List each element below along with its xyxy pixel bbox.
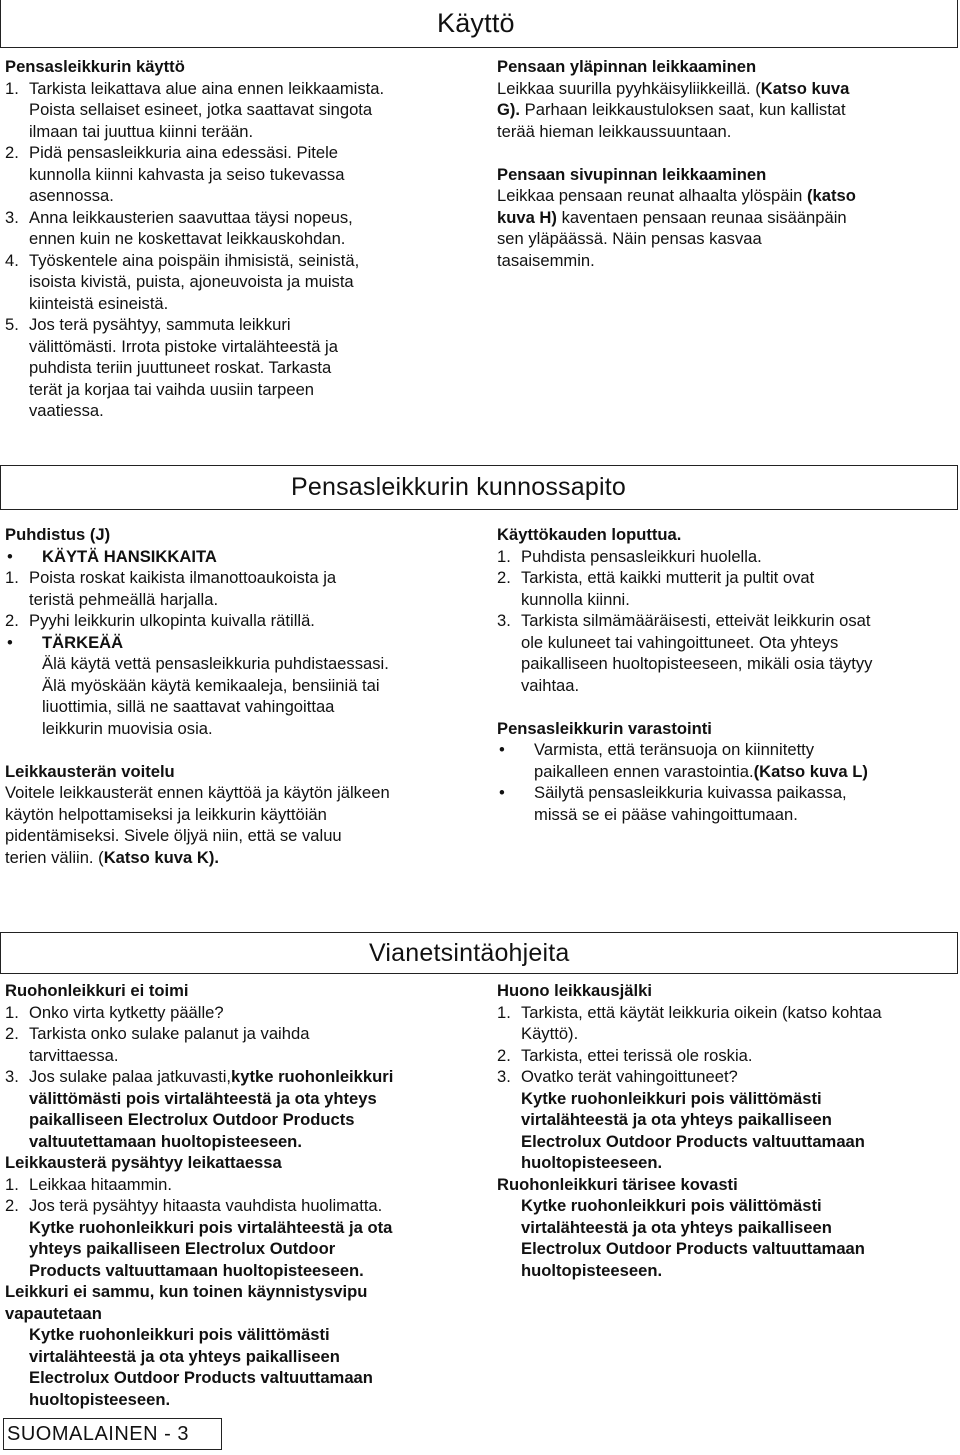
section-title-troubleshooting: Vianetsintäohjeita <box>363 938 576 968</box>
side-cutting-heading: Pensaan sivupinnan leikkaaminen <box>497 164 767 184</box>
list-item: 1. Leikkaa hitaammin. <box>5 1174 172 1194</box>
vibration-heading: Ruohonleikkuri tärisee kovasti <box>497 1174 738 1194</box>
mower-not-stopping-heading: Leikkuri ei sammu, kun toinen käynnistysvipu vapautetaan <box>5 1282 368 1323</box>
list-item: 4. Työskentele aina poispäin ihmisistä, seinistä, isoista kivistä, puista, ajoneuvoista ja muista kiinteistä esineistä. <box>5 250 360 313</box>
top-cutting-heading: Pensaan yläpinnan leikkaaminen <box>497 57 757 76</box>
section-header-maintenance <box>0 465 958 510</box>
troubleshooting-column-right <box>497 980 959 1281</box>
mower-not-stopping-text: Kytke ruohonleikkuri pois välittömästi virtalähteestä ja ota yhteys paikalliseen Electrolux Outdoor Products valtuuttamaan huoltopisteeseen. <box>29 1325 373 1409</box>
section-header-kaytto <box>0 0 958 48</box>
end-of-season-list <box>497 546 959 697</box>
poor-cut-heading: Huono leikkausjälki <box>497 981 652 1000</box>
bullet-important: • TÄRKEÄÄ <box>7 632 124 652</box>
top-cutting-text: Leikkaa suurilla pyyhkäisyliikkeillä. (Katso kuva <box>497 78 850 98</box>
bullet-gloves: • KÄYTÄ HANSIKKAITA <box>7 546 217 566</box>
cleaning-heading: Puhdistus (J) <box>5 525 111 544</box>
side-cutting-text: Leikkaa pensaan reunat alhaalta ylöspäin (katso <box>497 186 856 205</box>
section-title-maintenance: Pensasleikkurin kunnossapito <box>285 472 632 502</box>
end-of-season-heading: Käyttökauden loputtua. <box>497 525 682 544</box>
important-note: Älä käytä vettä pensasleikkuria puhdistaessasi. Älä myöskään käytä kemikaaleja, bensiiniä tai liuottimia, sillä ne saattavat vahingoittaa leikkurin muovisia osia. <box>42 654 389 738</box>
usage-column-left <box>5 56 475 422</box>
usage-heading: Pensasleikkurin käyttö <box>5 57 185 76</box>
storage-heading: Pensasleikkurin varastointi <box>497 718 712 738</box>
troubleshooting-column-left <box>5 980 480 1410</box>
list-item: 5. Jos terä pysähtyy, sammuta leikkuri välittömästi. Irrota pistoke virtalähteestä ja puhdista teriin juuttuneet roskat. Tarkasta terät ja korjaa tai vaihda uusiin tarpeen vaatiessa. <box>5 315 338 420</box>
page-footer: SUOMALAINEN - 3 <box>3 1418 222 1450</box>
list-item: 3. Tarkista silmämääräisesti, etteivät leikkurin osat ole kuluneet tai vahingoittuneet. Ota yhteys paikalliseen huoltopisteeseen, mikäli osia täytyy vaihtaa. <box>497 611 873 695</box>
list-item: 2. Pidä pensasleikkuria aina edessäsi. Pitele kunnolla kiinni kahvasta ja seiso tukevassa asennossa. <box>5 143 345 205</box>
lubrication-heading: Leikkausterän voitelu <box>5 761 175 781</box>
list-item: 2. Tarkista, että kaikki mutterit ja pultit ovat kunnolla kiinni. <box>497 568 815 609</box>
blade-stops-heading: Leikkausterä pysähtyy leikattaessa <box>5 1153 282 1172</box>
list-item: 2. Pyyhi leikkurin ulkopinta kuivalla rätillä. <box>5 611 315 630</box>
maintenance-column-left: Puhdistus (J) • KÄYTÄ HANSIKKAITA 1. Poista roskat kaikista ilmanottoaukoista ja teristä pehmeällä harjalla. 2. Pyyhi leikkurin ulkopinta kuivalla rätillä. • TÄRKEÄÄ Älä käytä vettä pensasleikkuria puhdistaessasi. Älä myöskään käytä kemikaaleja, bensiiniä tai liuottimia, sillä ne saattavat vahingoittaa leikkurin muovisia osia. Leikkausterän voitelu Voitele leikkausterät ennen käyttöä ja käytön jälkeen käytön helpottamiseksi ja leikkurin käyttöiän pidentämiseksi. Sivele öljyä niin, että se valuu terien väliin. (Katso kuva K). <box>5 524 480 868</box>
storage-bullet-1: • Varmista, että teränsuoja on kiinnitetty paikalleen ennen varastointia.(Katso kuva L) <box>499 740 868 781</box>
mower-not-working-heading: Ruohonleikkuri ei toimi <box>5 981 189 1000</box>
vibration-text: Kytke ruohonleikkuri pois välittömästi virtalähteestä ja ota yhteys paikalliseen Electrolux Outdoor Products valtuuttamaan huoltopisteeseen. <box>521 1196 865 1280</box>
list-item: 2. Jos terä pysähtyy hitaasta vauhdista huolimatta. Kytke ruohonleikkuri pois virtalähteestä ja ota yhteys paikalliseen Electrolux Outdoor Products valtuuttamaan huoltopisteeseen. <box>5 1196 393 1280</box>
list-item: 1. Onko virta kytketty päälle? <box>5 1002 224 1022</box>
list-item: 3. Ovatko terät vahingoittuneet? Kytke ruohonleikkuri pois välittömästi virtalähteestä ja ota yhteys paikalliseen Electrolux Outdoor Products valtuuttamaan huoltopisteeseen. <box>497 1067 865 1172</box>
cleaning-steps-list <box>5 567 480 632</box>
usage-column-right: Pensaan yläpinnan leikkaaminen Leikkaa suurilla pyyhkäisyliikkeillä. (Katso kuva G). Parhaan leikkaustuloksen saat, kun kallistat terää hieman leikkaussuuntaan. Pensaan sivupinnan leikkaaminen Leikkaa pensaan reunat alhaalta ylöspäin (katso kuva H) kaventaen pensaan reunaa sisäänpäin sen yläpäässä. Näin pensas kasvaa tasaisemmin. <box>497 56 957 271</box>
list-item: 1. Poista roskat kaikista ilmanottoaukoista ja teristä pehmeällä harjalla. <box>5 568 337 609</box>
list-item: 1. Puhdista pensasleikkuri huolella. <box>497 546 762 566</box>
list-item: 1. Tarkista leikattava alue aina ennen leikkaamista. Poista sellaiset esineet, jotka saattavat singota ilmaan tai juuttua kiinni terään. <box>5 78 385 141</box>
lubrication-text: Voitele leikkausterät ennen käyttöä ja käytön jälkeen käytön helpottamiseksi ja leikkurin käyttöiän pidentämiseksi. Sivele öljyä niin, että se valuu <box>5 783 390 845</box>
section-header-troubleshooting <box>0 932 958 974</box>
usage-steps-list <box>5 78 475 422</box>
list-item: 2. Tarkista, ettei terissä ole roskia. <box>497 1045 753 1065</box>
list-item: 2. Tarkista onko sulake palanut ja vaihda tarvittaessa. <box>5 1024 310 1065</box>
list-item: 3. Jos sulake palaa jatkuvasti,kytke ruohonleikkuri välittömästi pois virtalähteestä ja ota yhteys paikalliseen Electrolux Outdoor Products valtuutettamaan huoltopisteeseen. <box>5 1067 394 1151</box>
list-item: 3. Anna leikkausterien saavuttaa täysi nopeus, ennen kuin ne koskettavat leikkauskohdan. <box>5 207 353 248</box>
section-title-kaytto: Käyttö <box>431 8 521 38</box>
list-item: 1. Tarkista, että käytät leikkuria oikein (katso kohtaa Käyttö). <box>497 1002 882 1043</box>
maintenance-column-right <box>497 524 959 825</box>
storage-bullet-2: • Säilytä pensasleikkuria kuivassa paikassa, missä se ei pääse vahingoittumaan. <box>499 783 847 824</box>
